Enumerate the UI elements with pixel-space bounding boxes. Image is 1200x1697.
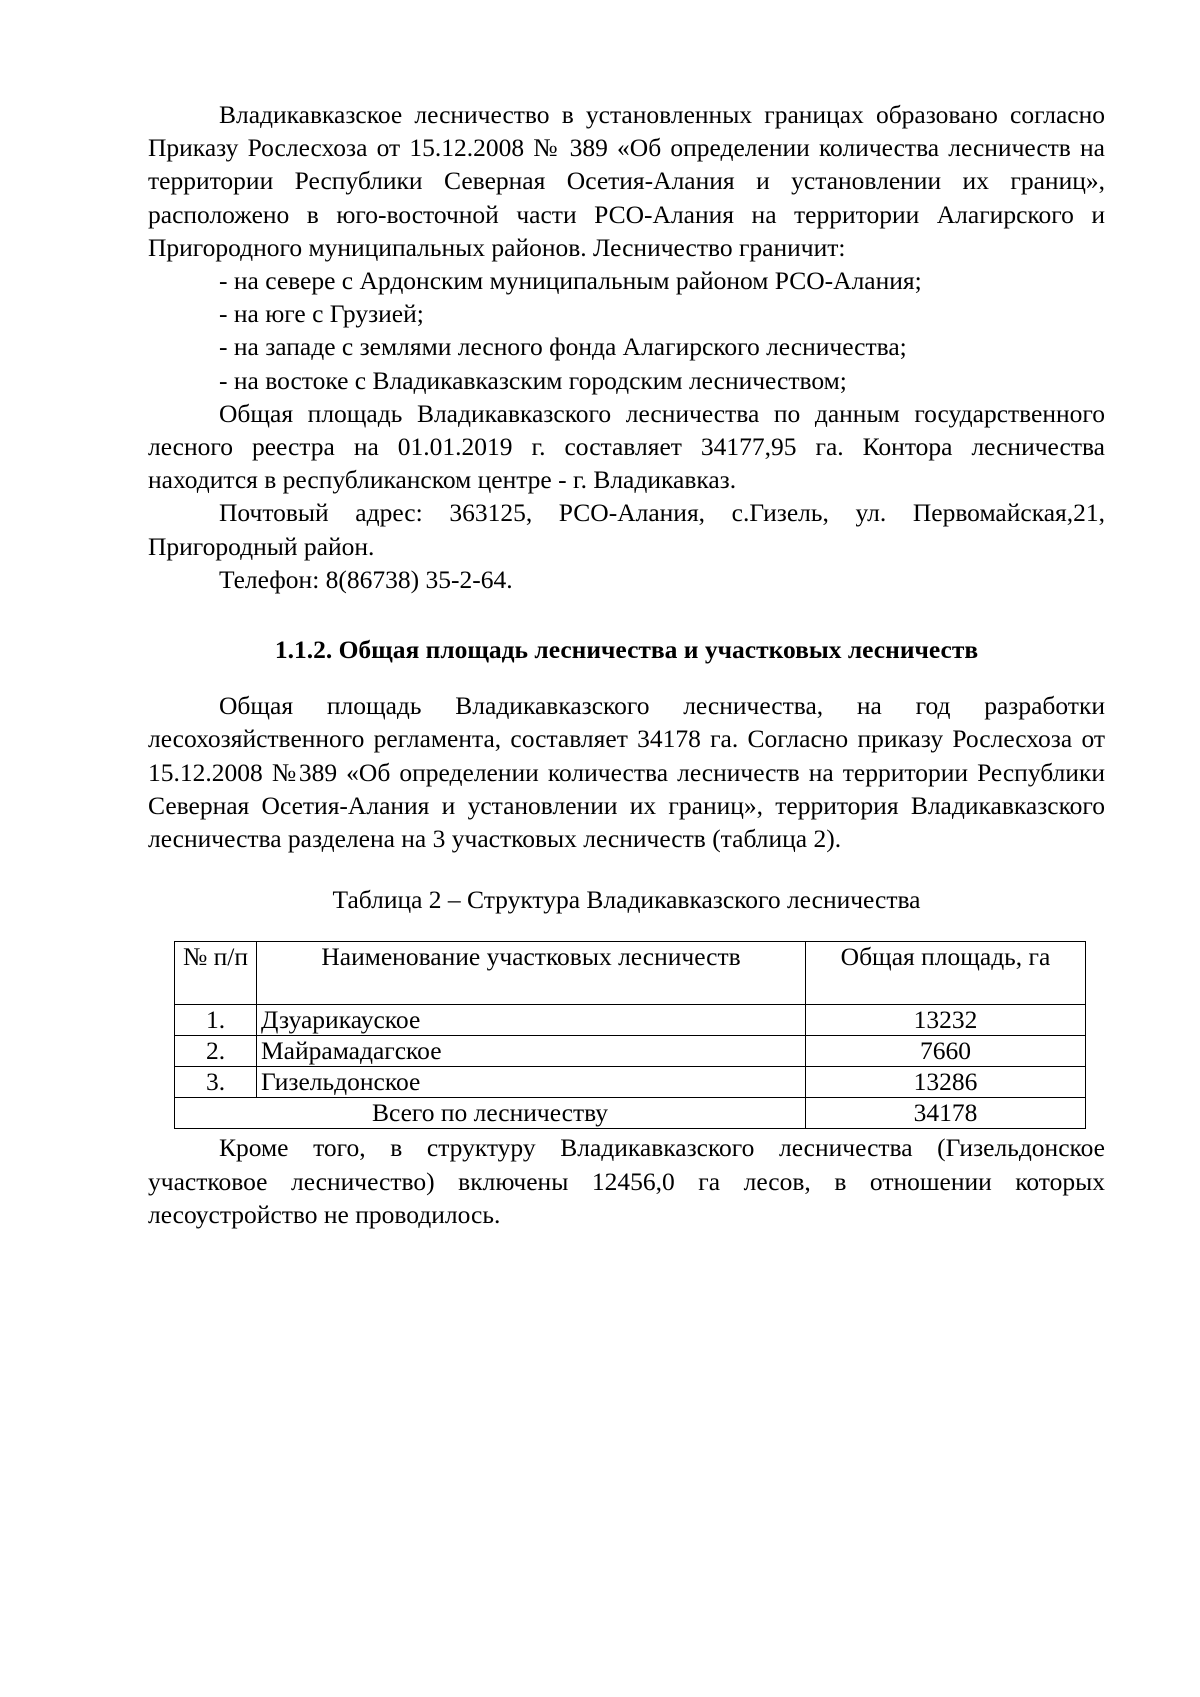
header-name: Наименование участковых лесничеств xyxy=(257,942,806,1005)
closing-paragraph: Кроме того, в структуру Владикавказского лесничества (Гизельдонское участковое лесничество) включены 12456,0 га лесов, в отношении которых лесоустройство не проводилось. xyxy=(148,1133,1105,1229)
row-name: Гизельдонское xyxy=(257,1067,806,1098)
row-area: 13286 xyxy=(806,1067,1086,1098)
border-item-north: - на севере с Ардонским муниципальным районом РСО-Алания; xyxy=(219,266,922,296)
section-heading: 1.1.2. Общая площадь лесничества и участковых лесничеств xyxy=(274,635,979,665)
row-name: Дзуарикауское xyxy=(257,1005,806,1036)
table-caption: Таблица 2 – Структура Владикавказского лесничества xyxy=(332,885,921,915)
row-number: 1. xyxy=(175,1005,257,1036)
border-item-east: - на востоке с Владикавказским городским лесничеством; xyxy=(219,365,847,395)
border-item-west: - на западе с землями лесного фонда Алагирского лесничества; xyxy=(219,332,907,362)
row-area: 7660 xyxy=(806,1036,1086,1067)
table-total-row xyxy=(175,1098,1086,1129)
table-row xyxy=(175,1036,1086,1067)
phone-paragraph: Телефон: 8(86738) 35-2-64. xyxy=(219,564,513,594)
postal-address-paragraph: Почтовый адрес: 363125, РСО-Алания, с.Гизель, ул. Первомайская,21, Пригородный район. xyxy=(148,498,1105,561)
row-name: Майрамадагское xyxy=(257,1036,806,1067)
intro-paragraph: Владикавказское лесничество в установленных границах образовано согласно Приказу Рослесхоза от 15.12.2008 № 389 «Об определении количества лесничеств на территории Республики Северная Осетия-Алания и установлении их границ», расположено в юго-восточной части РСО-Алания на территории Алагирского и Пригородного муниципальных районов. Лесничество граничит: xyxy=(148,100,1105,262)
table-row xyxy=(175,1005,1086,1036)
area-paragraph: Общая площадь Владикавказского лесничества по данным государственного лесного реестра на 01.01.2019 г. составляет 34177,95 га. Контора лесничества находится в республиканском центре - г. Владикавказ. xyxy=(148,398,1105,495)
table-row xyxy=(175,1067,1086,1098)
row-number: 3. xyxy=(175,1067,257,1098)
border-item-south: - на юге с Грузией; xyxy=(219,299,424,329)
section-paragraph: Общая площадь Владикавказского лесничества, на год разработки лесохозяйственного регламента, составляет 34178 га. Согласно приказу Рослесхоза от 15.12.2008 №389 «Об определении количества лесничеств на территории Республики Северная Осетия-Алания и установлении их границ», территория Владикавказского лесничества разделена на 3 участковых лесничеств (таблица 2). xyxy=(148,691,1105,854)
total-value: 34178 xyxy=(806,1098,1086,1129)
header-number: № п/п xyxy=(175,942,257,1005)
table-header-row xyxy=(175,942,1086,1005)
total-label: Всего по лесничеству xyxy=(175,1098,806,1129)
row-number: 2. xyxy=(175,1036,257,1067)
row-area: 13232 xyxy=(806,1005,1086,1036)
header-area: Общая площадь, га xyxy=(806,942,1086,1005)
forestry-structure-table xyxy=(174,941,1086,1129)
